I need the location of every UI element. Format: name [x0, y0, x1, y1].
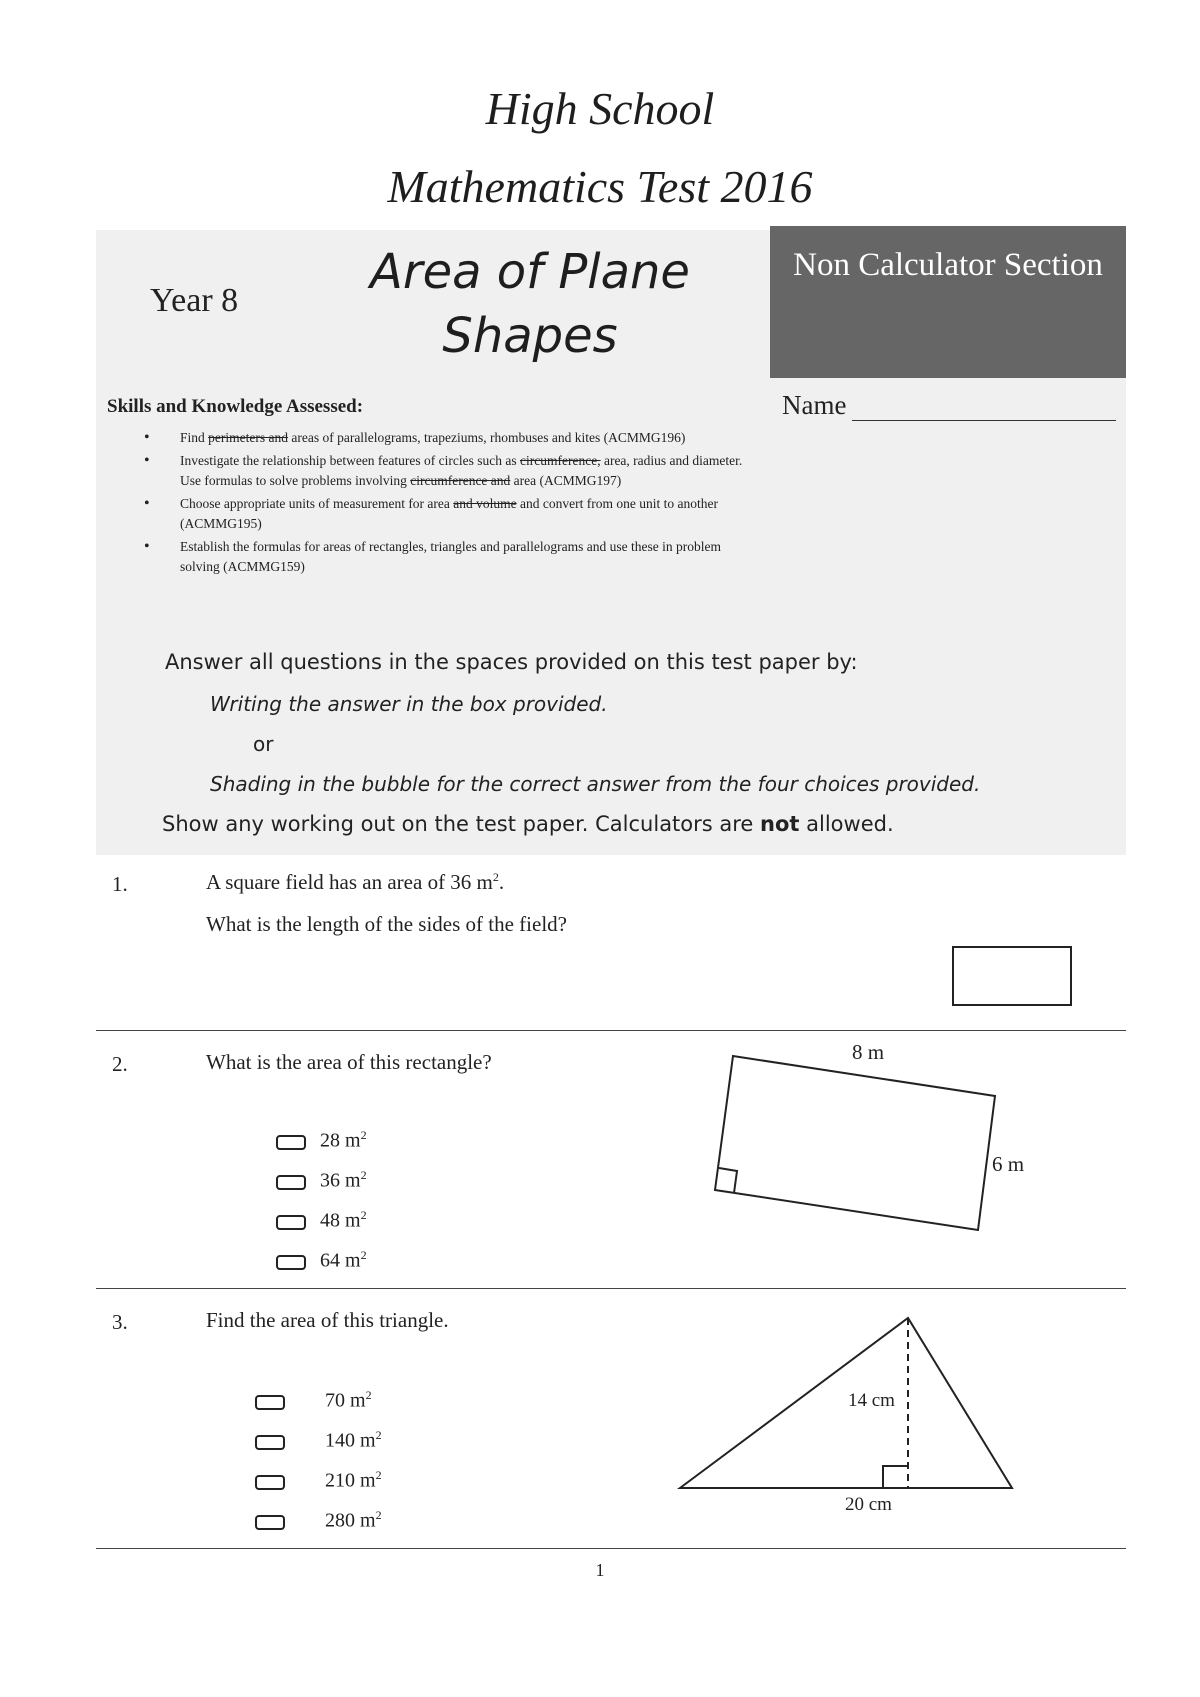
instructions-option-2: Shading in the bubble for the correct answer from the four choices provided. — [210, 772, 981, 796]
question-3-option[interactable]: 280 $m^2$ — [255, 1508, 382, 1534]
question-2-option[interactable]: 48 $m^2$ — [276, 1208, 367, 1234]
question-3-option[interactable]: 70 $m^2$ — [255, 1388, 372, 1414]
triangle-height-label: 14 cm — [848, 1390, 895, 1411]
rectangle-width-label: 8 m — [852, 1040, 885, 1064]
title-line-1: High School — [485, 83, 715, 134]
question-3-text: Find the area of this triangle. — [206, 1308, 449, 1332]
right-angle-mark — [719, 1168, 737, 1193]
question-1-text: A square field has an area of 36 $m^2$. — [206, 870, 505, 894]
question-3-number: 3. — [112, 1310, 128, 1334]
question-2-option[interactable]: 64 $m^2$ — [276, 1248, 367, 1274]
answer-bubble[interactable] — [276, 1135, 306, 1150]
answer-bubble[interactable] — [255, 1395, 285, 1410]
answer-bubble[interactable] — [276, 1215, 306, 1230]
subject-title: Area of Plane Shapes — [370, 244, 690, 364]
skill-item: • Choose appropriate units of measurement for area and volume and convert from one unit to another (ACMMG195) — [144, 494, 764, 534]
skills-heading: Skills and Knowledge Assessed: — [107, 396, 364, 417]
instructions-working: Show any working out on the test paper. Calculators are not allowed. — [162, 812, 894, 836]
skills-list — [144, 428, 764, 580]
instructions-main: Answer all questions in the spaces provided on this test paper by: — [165, 650, 858, 674]
instructions-option-1: Writing the answer in the box provided. — [210, 692, 608, 716]
year-label: Year 8 — [150, 282, 239, 319]
question-1-answer-box[interactable] — [952, 946, 1072, 1006]
skill-item: • Find perimeters and areas of parallelograms, trapeziums, rhombuses and kites (ACMMG196) — [144, 428, 764, 448]
answer-bubble[interactable] — [255, 1515, 285, 1530]
question-2-number: 2. — [112, 1052, 128, 1076]
rectangle-height-label: 6 m — [992, 1152, 1025, 1176]
answer-bubble[interactable] — [255, 1435, 285, 1450]
question-3-option[interactable]: 210 $m^2$ — [255, 1468, 382, 1494]
answer-bubble[interactable] — [276, 1255, 306, 1270]
section-label: Non Calculator Section — [793, 247, 1103, 283]
triangle-base-label: 20 cm — [845, 1494, 892, 1515]
question-2-option[interactable]: 36 $m^2$ — [276, 1168, 367, 1194]
skill-item: • Establish the formulas for areas of rectangles, triangles and parallelograms and use these in problem solving (ACMMG159) — [144, 537, 764, 577]
right-angle-mark — [883, 1466, 908, 1488]
rectangle-shape — [715, 1056, 995, 1230]
answer-bubble[interactable] — [255, 1475, 285, 1490]
page-number: 1 — [595, 1560, 605, 1580]
question-2-text: What is the area of this rectangle? — [206, 1050, 492, 1074]
question-3-option[interactable]: 140 $m^2$ — [255, 1428, 382, 1454]
skill-item: • Investigate the relationship between features of circles such as circumference, area, radius and diameter. Use formulas to solve problems involving circumference and area (ACMMG197) — [144, 451, 764, 491]
divider — [96, 1288, 1126, 1289]
instructions-or: or — [253, 732, 274, 756]
question-1-text-2: What is the length of the sides of the field? — [206, 912, 567, 936]
title-line-2: Mathematics Test 2016 — [387, 161, 813, 212]
answer-bubble[interactable] — [276, 1175, 306, 1190]
question-2-option[interactable]: 28 $m^2$ — [276, 1128, 367, 1154]
divider — [96, 1548, 1126, 1549]
triangle-shape — [680, 1318, 1012, 1488]
question-1-number: 1. — [112, 872, 128, 896]
name-field-line[interactable] — [852, 420, 1116, 421]
name-label: Name — [782, 390, 847, 420]
